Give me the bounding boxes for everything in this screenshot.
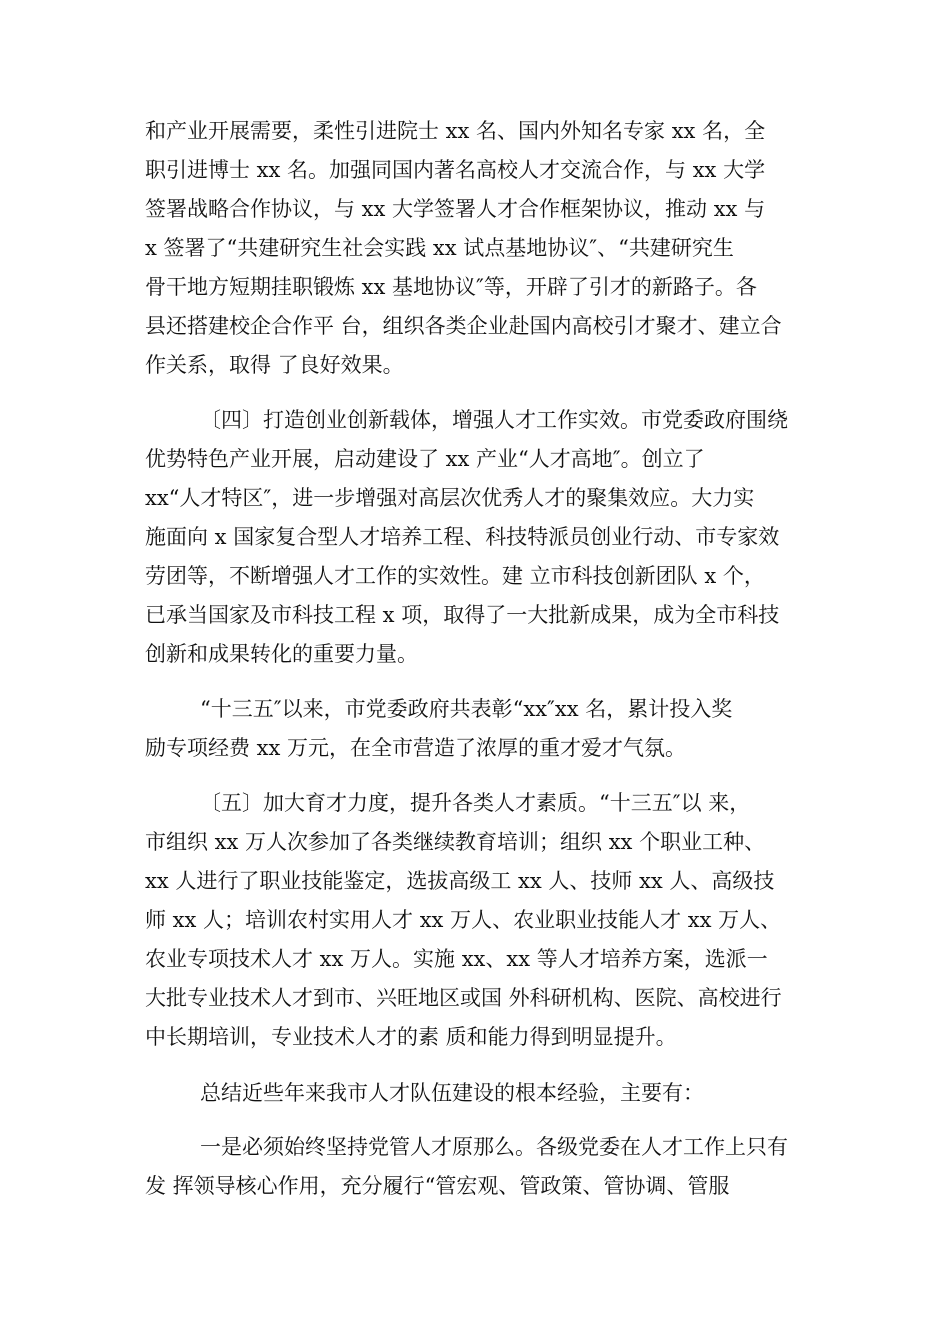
text-line: xx 人进行了职业技能鉴定，选拔高级工 xx 人、技师 xx 人、高级技 [145, 869, 775, 893]
text-line: 励专项经费 xx 万元，在全市营造了浓厚的重才爱才气氛。 [145, 736, 687, 760]
text-line: 创新和成果转化的重要力量。 [145, 642, 418, 666]
text-line: 劳团等，不断增强人才工作的实效性。建 立市科技创新团队 x 个， [145, 564, 765, 588]
text-line: 市组织 xx 万人次参加了各类继续教育培训；组织 xx 个职业工种、 [145, 830, 766, 854]
text-line: 施面向 x 国家复合型人才培养工程、科技特派员创业行动、市专家效 [145, 525, 780, 549]
text-line: 师 xx 人；培训农村实用人才 xx 万人、农业职业技能人才 xx 万人、 [145, 908, 782, 932]
text-line: 一是必须始终坚持党管人才原那么。各级党委在人才工作上只有 [200, 1135, 788, 1159]
text-line: 总结近些年来我市人才队伍建设的根本经验，主要有： [200, 1081, 704, 1105]
text-line: “十三五″以来，市党委政府共表彰“xx″xx 名，累计投入奖 [200, 697, 733, 721]
text-line: 中长期培训，专业技术人才的素 质和能力得到明显提升。 [145, 1025, 677, 1049]
text-line: 作关系，取得 了良好效果。 [145, 353, 404, 377]
text-line: 和产业开展需要，柔性引进院士 xx 名、国内外知名专家 xx 名，全 [145, 119, 766, 143]
text-line: 发 挥领导核心作用，充分履行“管宏观、管政策、管协调、管服 [145, 1174, 730, 1198]
text-line: 〔五〕加大育才力度，提升各类人才素质。“十三五″以 来， [200, 791, 751, 815]
text-line: 已承当国家及市科技工程 x 项，取得了一大批新成果，成为全市科技 [145, 603, 780, 627]
text-line: x 签署了“共建研究生社会实践 xx 试点基地协议″、“共建研究生 [145, 236, 734, 260]
text-line: 职引进博士 xx 名。加强同国内著名高校人才交流合作，与 xx 大学 [145, 158, 766, 182]
text-line: 大批专业技术人才到市、兴旺地区或国 外科研机构、医院、高校进行 [145, 986, 782, 1010]
text-line: 签署战略合作协议，与 xx 大学签署人才合作框架协议，推动 xx 与 [145, 197, 766, 221]
text-line: 骨干地方短期挂职锻炼 xx 基地协议″等，开辟了引才的新路子。各 [145, 275, 757, 299]
text-line: 县还搭建校企合作平 台，组织各类企业赴国内高校引才聚才、建立合 [145, 314, 782, 338]
text-line: 〔四〕打造创业创新载体，增强人才工作实效。市党委政府围绕 [200, 408, 788, 432]
text-line: xx“人才特区″，进一步增强对高层次优秀人才的聚集效应。大力实 [145, 486, 755, 510]
text-line: 优势特色产业开展，启动建设了 xx 产业“人才高地″。创立了 [145, 447, 705, 471]
text-line: 农业专项技术人才 xx 万人。实施 xx、xx 等人才培养方案，选派一 [145, 947, 768, 971]
